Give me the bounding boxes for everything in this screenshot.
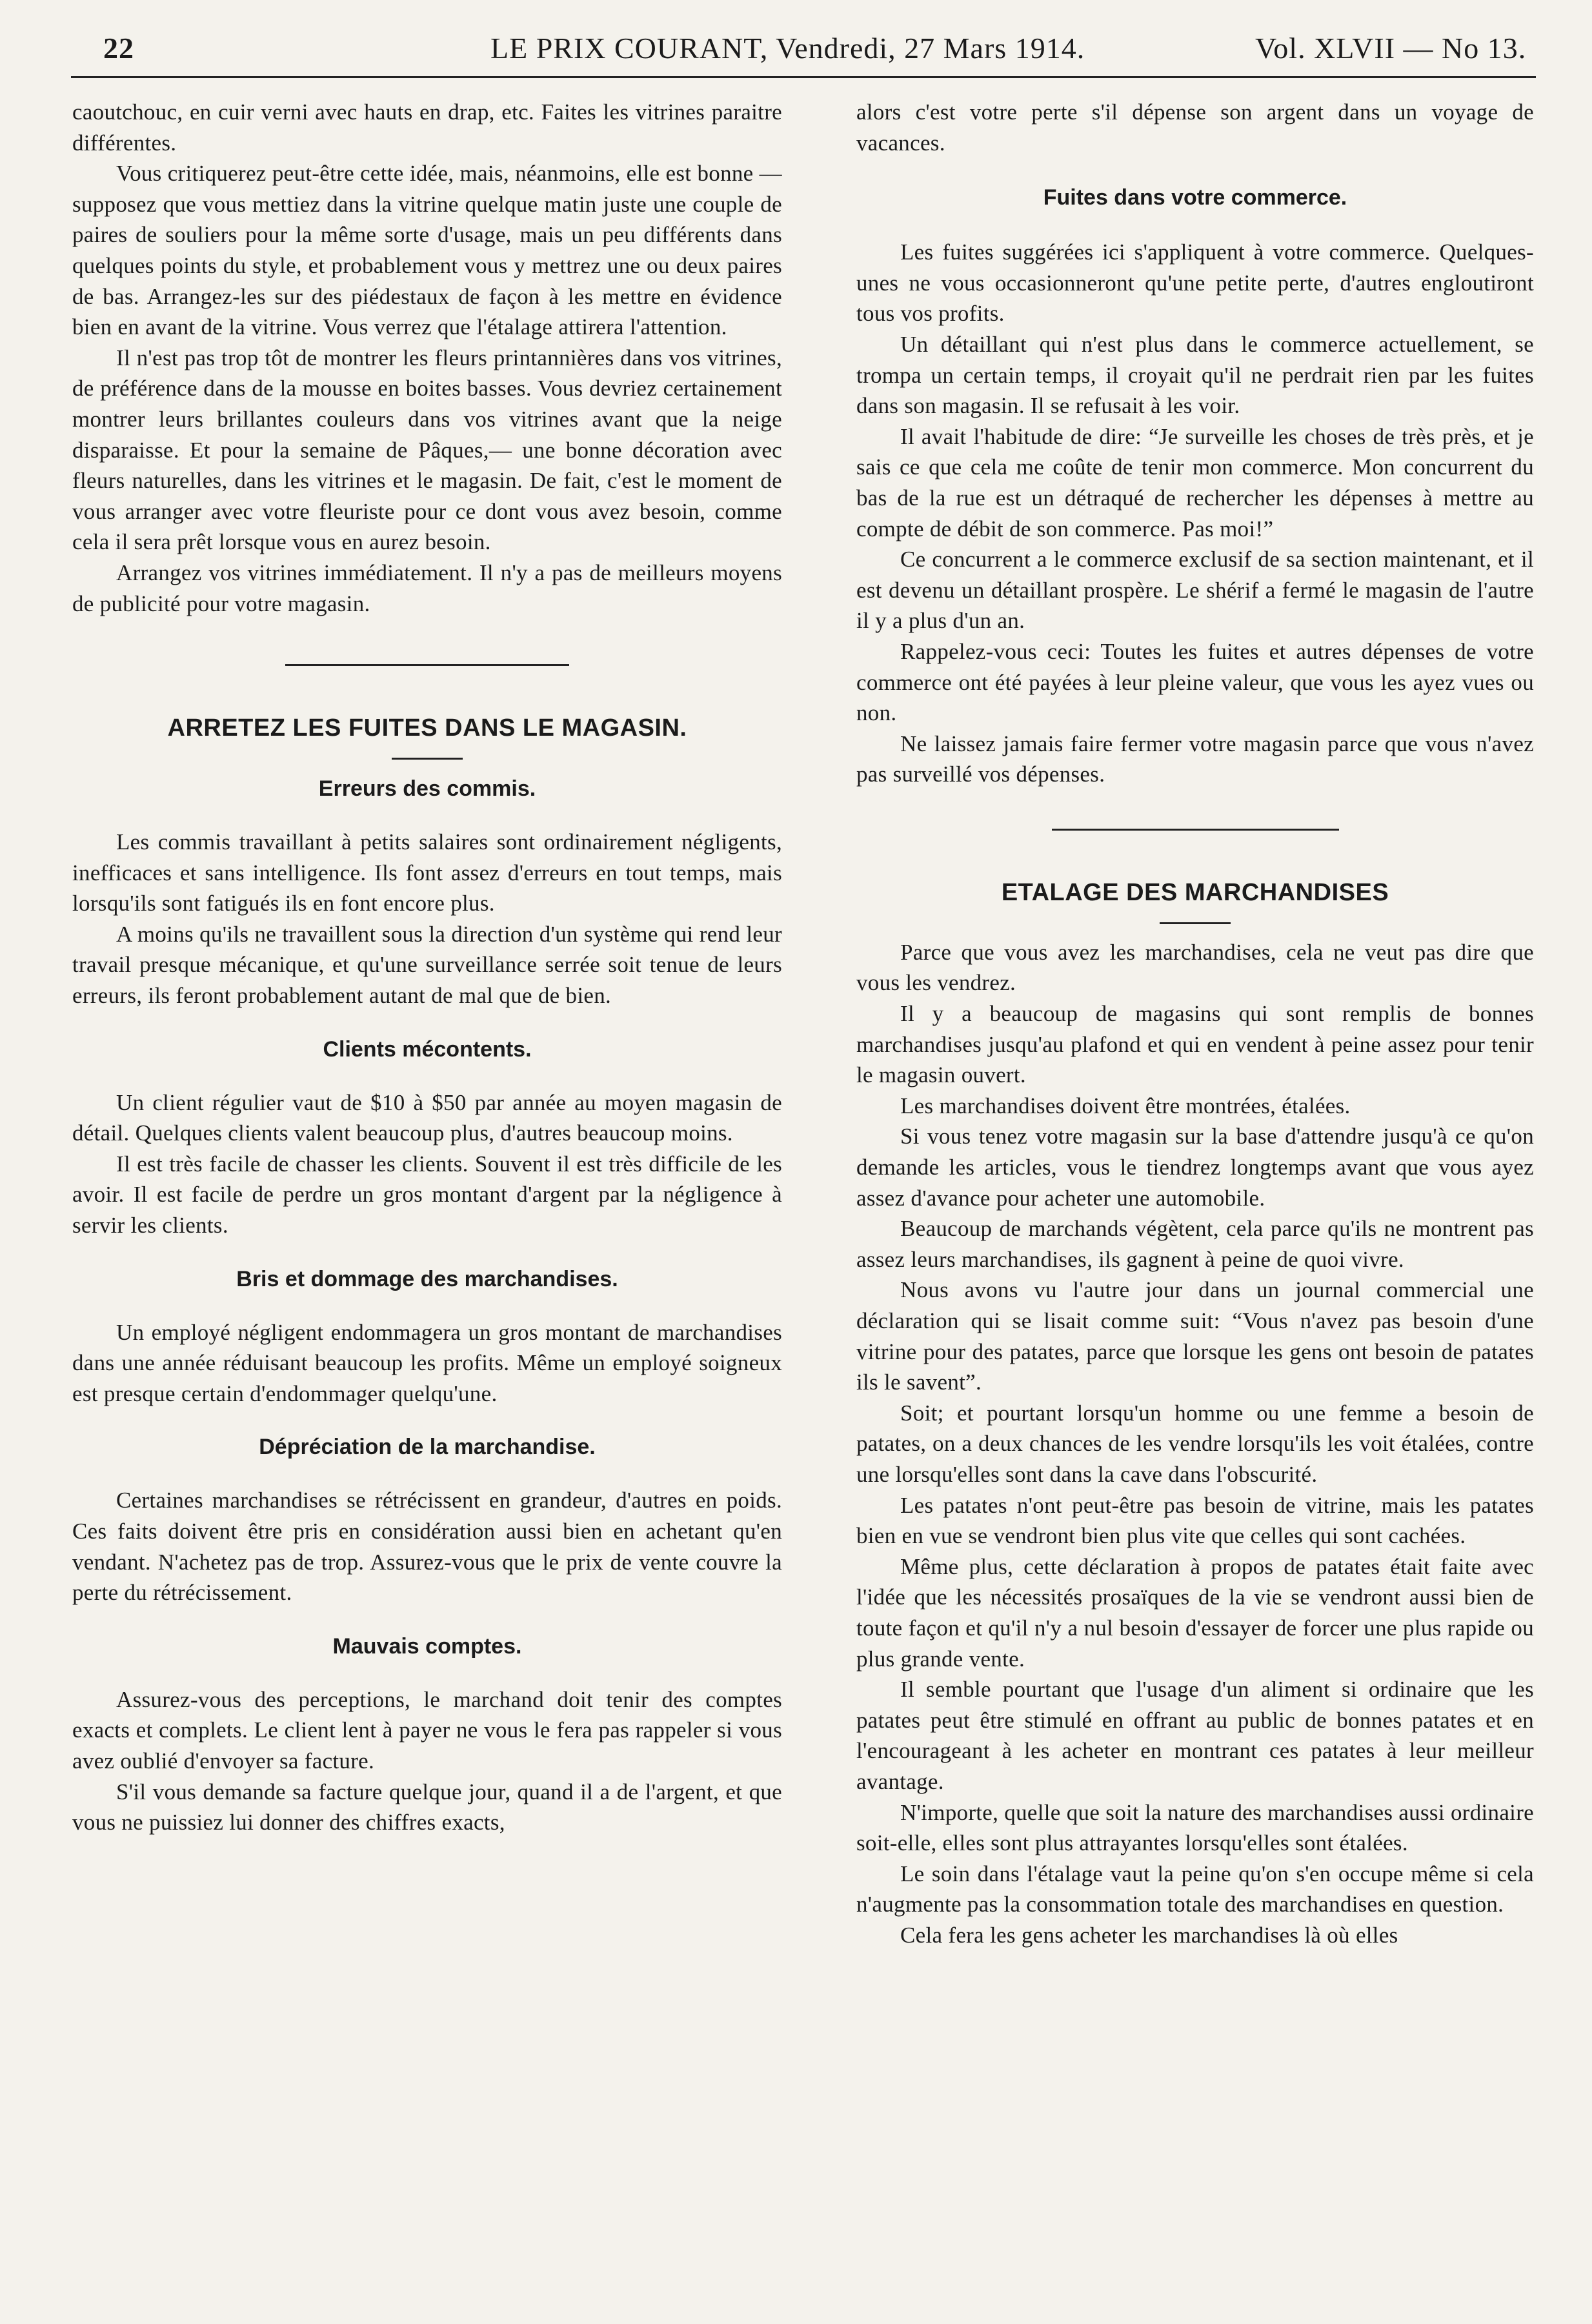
paragraph: Vous critiquerez peut-être cette idée, mais, néanmoins, elle est bonne — supposez que vous mettiez dans la vitrine quelque matin juste une couple de paires de souliers pour la même sorte d'usage, mais un peu différents dans quelques points du style, et probablement vous y mettrez une ou deux paires de bas. Arrangez-les sur des piédestaux de façon à les mettre en évidence bien en avant de la vitrine. Vous verrez que l'étalage attirera l'attention. [72, 161, 782, 340]
paragraph: A moins qu'ils ne travaillent sous la direction d'un système qui rend leur travail presque mécanique, et qu'une surveillance serrée soit tenue de leurs erreurs, ils feront probablement autant de mal que de bien. [72, 921, 782, 1009]
section-heading: Clients mécontents. [323, 1036, 532, 1062]
paragraph: Les marchandises doivent être montrées, étalées. [900, 1093, 1351, 1118]
paragraph: S'il vous demande sa facture quelque jour, quand il a de l'argent, et que vous ne puissiez lui donner des chiffres exacts, [72, 1779, 782, 1835]
paragraph: Le soin dans l'étalage vaut la peine qu'on s'en occupe même si cela n'augmente pas la consommation totale des marchandises en question. [856, 1861, 1534, 1917]
paragraph: Nous avons vu l'autre jour dans un journal commercial une déclaration qui se lisait comme suit: “Vous n'avez pas besoin d'une vitrine pour des patates, parce que lorsque les gens ont besoin de patates ils le savent”. [856, 1277, 1534, 1395]
paragraph: caoutchouc, en cuir verni avec hauts en drap, etc. Faites les vitrines paraitre différentes. [72, 99, 782, 156]
paragraph: Les fuites suggérées ici s'appliquent à votre commerce. Quelques-unes ne vous occasionneront qu'une petite perte, d'autres engloutiront tous vos profits. [856, 239, 1534, 327]
paragraph: Ne laissez jamais faire fermer votre magasin parce que vous n'avez pas surveillé vos dépenses. [856, 731, 1534, 787]
header-rule [71, 76, 1536, 78]
section-heading: Mauvais comptes. [332, 1633, 522, 1659]
paragraph: Assurez-vous des perceptions, le marchand doit tenir des comptes exacts et complets. Le client lent à payer ne vous le fera pas rappeler si vous avez oublié d'envoyer sa facture. [72, 1686, 782, 1773]
paragraph: Si vous tenez votre magasin sur la base d'attendre jusqu'à ce qu'on demande les articles, vous le tiendrez longtemps avant que vous ayez assez d'avance pour acheter une automobile. [856, 1124, 1534, 1211]
paragraph: Arrangez vos vitrines immédiatement. Il n'y a pas de meilleurs moyens de publicité pour votre magasin. [72, 560, 782, 616]
section-heading: Erreurs des commis. [318, 776, 536, 802]
page-header [65, 26, 1549, 71]
paragraph: Les patates n'ont peut-être pas besoin de vitrine, mais les patates bien en vue se vendront bien plus vite que celles qui sont cachées. [856, 1492, 1534, 1549]
right-column [856, 97, 1534, 1950]
paragraph: Il est très facile de chasser les clients. Souvent il est très difficile de les avoir. Il est facile de perdre un gros montant d'argent par la négligence à servir les clients. [72, 1151, 782, 1238]
paragraph: Rappelez-vous ceci: Toutes les fuites et autres dépenses de votre commerce ont été payées à leur pleine valeur, que vous les ayez vues ou non. [856, 638, 1534, 726]
paragraph: alors c'est votre perte s'il dépense son argent dans un voyage de vacances. [856, 99, 1534, 156]
paragraph: Parce que vous avez les marchandises, cela ne veut pas dire que vous les vendrez. [856, 939, 1534, 996]
section-heading: Dépréciation de la marchandise. [259, 1435, 596, 1460]
page-number: 22 [103, 32, 134, 65]
left-column [72, 97, 782, 1838]
section-heading: Fuites dans votre commerce. [1043, 185, 1347, 210]
volume-number: Vol. XLVII — No 13. [1255, 32, 1527, 65]
paragraph: Il avait l'habitude de dire: “Je surveille les choses de très près, et je sais ce que cela me coûte de tenir mon commerce. Mon concurrent du bas de la rue est un détraqué de rechercher les dépenses à mettre au compte de débit de son commerce. Pas moi!” [856, 423, 1534, 541]
paragraph: Un employé négligent endommagera un gros montant de marchandises dans une année réduisant beaucoup les profits. Même un employé soigneux est presque certain d'endommager quelqu'une. [72, 1319, 782, 1406]
paragraph: Ce concurrent a le commerce exclusif de sa section maintenant, et il est devenu un détaillant prospère. Le shérif a fermé le magasin de l'autre il y a plus d'un an. [856, 547, 1534, 634]
paragraph: Beaucoup de marchands végètent, cela parce qu'ils ne montrent pas assez leurs marchandises, ils gagnent à peine de quoi vivre. [856, 1216, 1534, 1272]
paragraph: Même plus, cette déclaration à propos de patates était faite avec l'idée que les nécessités prosaïques de la vie se vendront aussi bien de toute façon et qu'il n'y a nul besoin d'essayer de forcer une plus rapide ou plus grande vente. [856, 1553, 1534, 1672]
article-title: ETALAGE DES MARCHANDISES [1001, 878, 1389, 906]
paragraph: Un détaillant qui n'est plus dans le commerce actuellement, se trompa un certain temps, il croyait qu'il ne perdrait rien par les fuites dans son magasin. Il se refusait à les voir. [856, 331, 1534, 419]
paragraph: Certaines marchandises se rétrécissent en grandeur, d'autres en poids. Ces faits doivent être pris en considération aussi bien en achetant qu'en vendant. N'achetez pas de trop. Assurez-vous que le prix de vente couvre la perte du rétrécissement. [72, 1488, 782, 1606]
publication-title: LE PRIX COURANT, Vendredi, 27 Mars 1914. [490, 32, 1085, 65]
paragraph: Les commis travaillant à petits salaires sont ordinairement négligents, inefficaces et sans intelligence. Ils font assez d'erreurs en tout temps, mais lorsqu'ils sont fatigués ils en font encore plus. [72, 829, 782, 916]
paragraph: Il y a beaucoup de magasins qui sont remplis de bonnes marchandises jusqu'au plafond et qui en vendent à peine assez pour tenir le magasin ouvert. [856, 1001, 1534, 1088]
section-heading: Bris et dommage des marchandises. [236, 1266, 618, 1291]
paragraph: Soit; et pourtant lorsqu'un homme ou une femme a besoin de patates, on a deux chances de les vendre lorsqu'ils les voit étalées, contre une lorsqu'elles sont dans la cave dans l'obscurité. [856, 1400, 1534, 1487]
paragraph: N'importe, quelle que soit la nature des marchandises aussi ordinaire soit-elle, elles sont plus attrayantes lorsqu'elles sont étalées. [856, 1799, 1534, 1856]
paragraph: Un client régulier vaut de $10 à $50 par année au moyen magasin de détail. Quelques clients valent beaucoup plus, d'autres beaucoup moins. [72, 1089, 782, 1146]
paragraph: Il n'est pas trop tôt de montrer les fleurs printannières dans vos vitrines, de préférence dans de la mousse en boites basses. Vous devriez certainement montrer leurs brillantes couleurs dans vos vitrines avant que la neige disparaisse. Et pour la semaine de Pâques,— une bonne décoration avec fleurs naturelles, dans les vitrines et le magasin. De fait, c'est le moment de vous arranger avec votre fleuriste pour ce dont vous avez besoin, comme cela il sera prêt lorsque vous en aurez besoin. [72, 345, 782, 555]
paragraph: Il semble pourtant que l'usage d'un aliment si ordinaire que les patates peut être stimulé en offrant au public de bonnes patates et en l'encourageant à les acheter en montrant ces patates à leur meilleur avantage. [856, 1677, 1534, 1794]
article-title: ARRETEZ LES FUITES DANS LE MAGASIN. [167, 714, 687, 742]
paragraph: Cela fera les gens acheter les marchandises là où elles [900, 1922, 1398, 1948]
